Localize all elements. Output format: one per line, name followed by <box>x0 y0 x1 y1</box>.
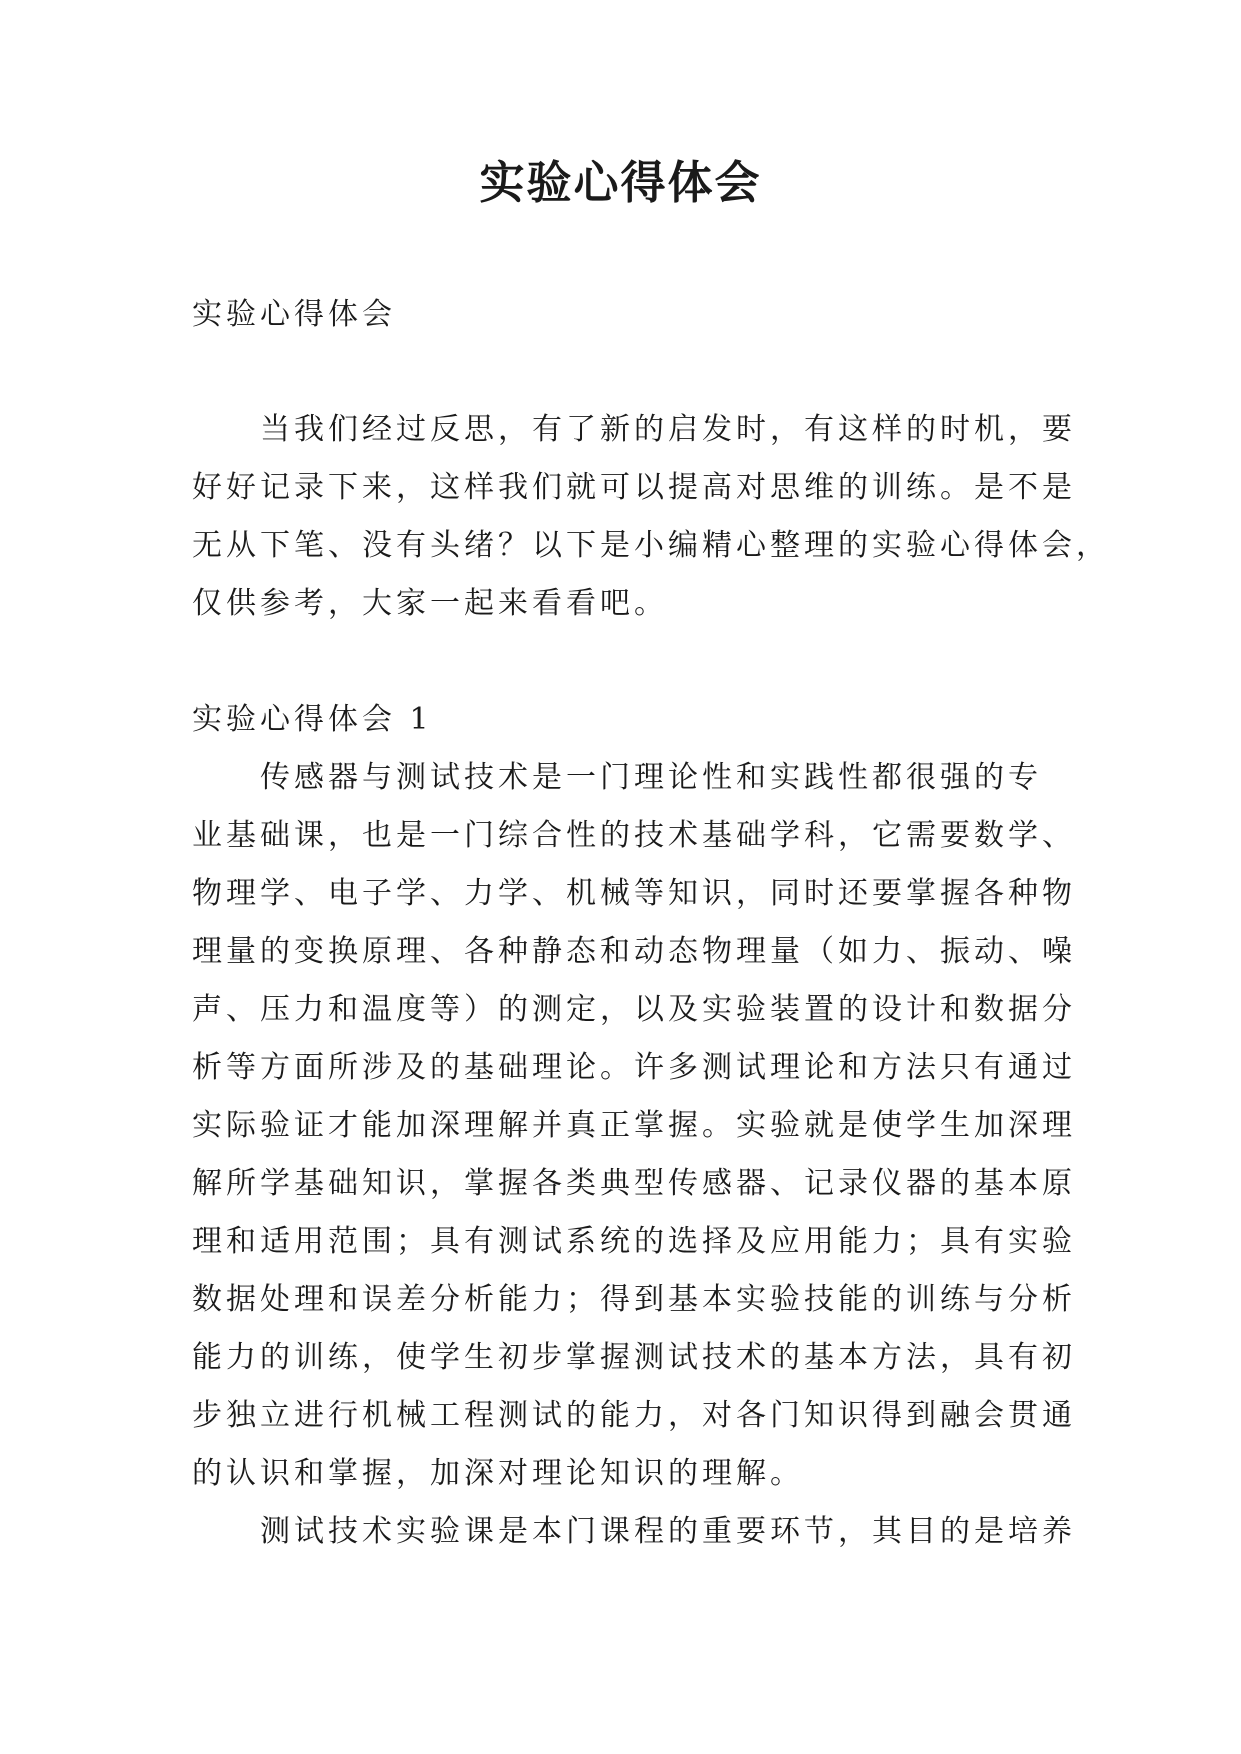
paragraph-line: 无从下笔、没有头绪？以下是小编精心整理的实验心得体会， <box>192 528 1110 563</box>
paragraph-line: 析等方面所涉及的基础理论。许多测试理论和方法只有通过 <box>192 1050 1076 1085</box>
paragraph-line: 解所学基础知识，掌握各类典型传感器、记录仪器的基本原 <box>192 1166 1076 1201</box>
paragraph-line: 物理学、电子学、力学、机械等知识，同时还要掌握各种物 <box>192 876 1076 911</box>
paragraph-line: 业基础课，也是一门综合性的技术基础学科，它需要数学、 <box>192 818 1076 853</box>
paragraph-line: 仅供参考，大家一起来看看吧。 <box>192 586 668 621</box>
paragraph-line: 测试技术实验课是本门课程的重要环节，其目的是培养 <box>260 1514 1076 1549</box>
paragraph-line: 理和适用范围；具有测试系统的选择及应用能力；具有实验 <box>192 1224 1076 1259</box>
paragraph-line: 的认识和掌握，加深对理论知识的理解。 <box>192 1456 804 1491</box>
paragraph-line: 数据处理和误差分析能力；得到基本实验技能的训练与分析 <box>192 1282 1076 1317</box>
paragraph-line: 好好记录下来，这样我们就可以提高对思维的训练。是不是 <box>192 470 1076 505</box>
document-subtitle: 实验心得体会 <box>192 297 396 332</box>
document-title: 实验心得体会 <box>479 156 762 209</box>
paragraph-line: 当我们经过反思，有了新的启发时，有这样的时机，要 <box>260 412 1076 447</box>
paragraph-line: 步独立进行机械工程测试的能力，对各门知识得到融会贯通 <box>192 1398 1076 1433</box>
paragraph-line: 传感器与测试技术是一门理论性和实践性都很强的专 <box>260 760 1042 795</box>
paragraph-line: 声、压力和温度等）的测定，以及实验装置的设计和数据分 <box>192 992 1076 1027</box>
paragraph-line: 理量的变换原理、各种静态和动态物理量（如力、振动、噪 <box>192 934 1076 969</box>
paragraph-line: 能力的训练，使学生初步掌握测试技术的基本方法，具有初 <box>192 1340 1076 1375</box>
section-heading: 实验心得体会 1 <box>192 702 433 737</box>
paragraph-line: 实际验证才能加深理解并真正掌握。实验就是使学生加深理 <box>192 1108 1076 1143</box>
